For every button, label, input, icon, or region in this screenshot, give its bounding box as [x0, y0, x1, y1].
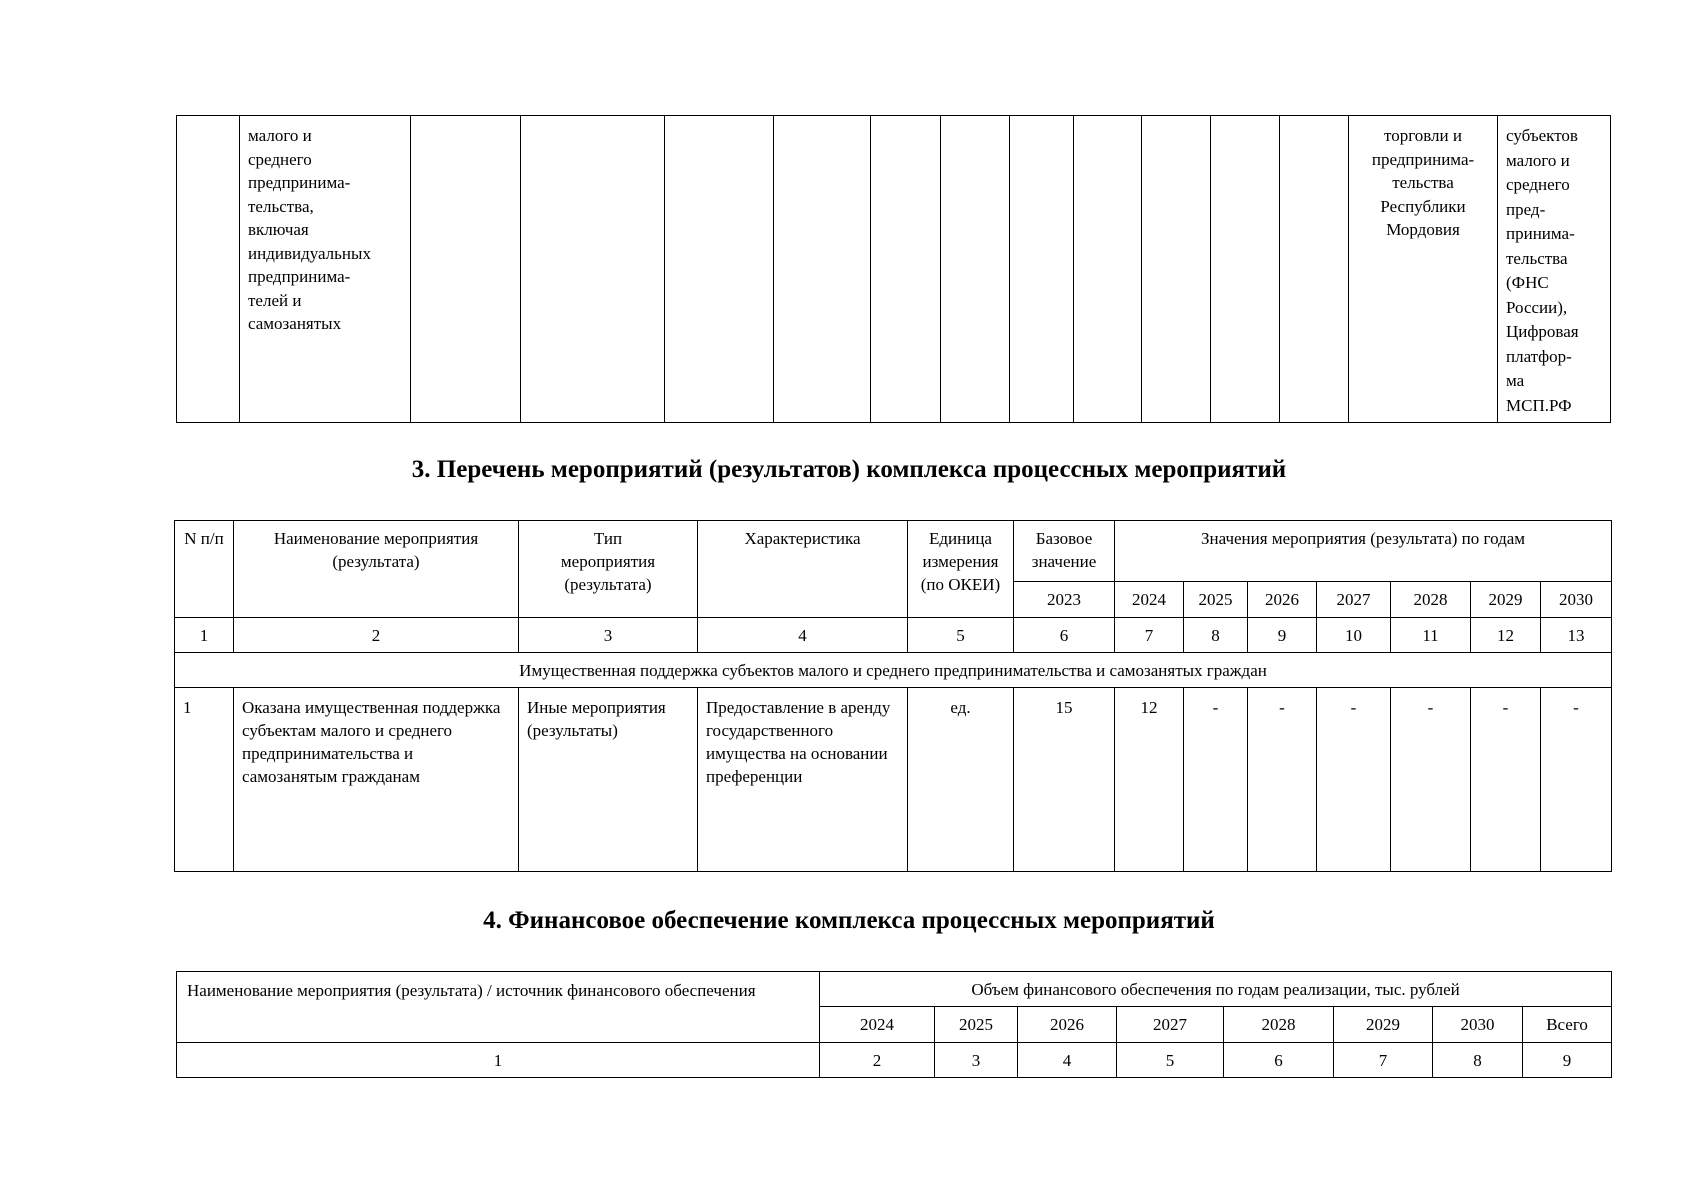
row-unit: ед.	[908, 688, 1014, 872]
cont-line: Цифровая	[1506, 322, 1579, 341]
cont-line: России),	[1506, 297, 1568, 317]
header-unit: Единица измерения (по ОКЕИ)	[908, 521, 1014, 618]
fin-col-number: 9	[1523, 1043, 1612, 1078]
header-year: 2028	[1391, 582, 1471, 618]
cont-line: принима-	[1506, 224, 1575, 243]
fin-year: 2028	[1224, 1007, 1334, 1043]
cont-cell-6	[774, 116, 871, 423]
col-number: 10	[1317, 618, 1391, 653]
cont-cell-5	[665, 116, 774, 423]
header-fin-name: Наименование мероприятия (результата) / источник финансового обеспечения	[177, 972, 820, 1043]
row-num: 1	[175, 688, 234, 872]
row-value: -	[1184, 688, 1248, 872]
col-number: 7	[1115, 618, 1184, 653]
cont-cell-13	[1280, 116, 1349, 423]
fin-col-number: 1	[177, 1043, 820, 1078]
cont-cell-2	[240, 116, 411, 423]
row-base: 15	[1014, 688, 1115, 872]
cont-line: предпринима-	[1371, 149, 1475, 169]
cont-line: предпринима-	[248, 173, 351, 192]
cont-line: Республики	[1380, 196, 1466, 216]
cont-line: тельства	[1392, 173, 1454, 192]
section4-title: 4. Финансовое обеспечение комплекса процессных мероприятий	[483, 907, 1215, 934]
section3-table	[174, 520, 1612, 872]
row-value: 12	[1115, 688, 1184, 872]
cont-line: ма	[1506, 371, 1525, 390]
fin-year: 2026	[1018, 1007, 1117, 1043]
header-year: 2030	[1541, 582, 1612, 618]
cont-cell-10	[1074, 116, 1142, 423]
fin-col-number: 4	[1018, 1043, 1117, 1078]
row-name: Оказана имущественная поддержка субъектам малого и среднего предпринимательства и самозанятым гражданам	[234, 688, 519, 872]
row-value: -	[1471, 688, 1541, 872]
fin-col-number: 5	[1117, 1043, 1224, 1078]
cont-line: Мордовия	[1386, 220, 1460, 239]
cont-cell-9	[1010, 116, 1074, 423]
cont-line: среднего	[248, 149, 312, 169]
header-characteristic: Характеристика	[698, 521, 908, 618]
row-value: -	[1391, 688, 1471, 872]
header-base-year: 2023	[1014, 582, 1115, 618]
cont-line: малого и	[1506, 150, 1570, 170]
section3-title: 3. Перечень мероприятий (результатов) комплекса процессных мероприятий	[411, 456, 1287, 483]
col-number: 2	[234, 618, 519, 653]
cont-line: предпринима-	[248, 267, 351, 286]
fin-year: 2027	[1117, 1007, 1224, 1043]
cont-line: субъектов	[1506, 126, 1578, 145]
header-type: Тип мероприятия (результата)	[519, 521, 698, 618]
col-number: 12	[1471, 618, 1541, 653]
col-number: 5	[908, 618, 1014, 653]
row-value: -	[1317, 688, 1391, 872]
fin-year: 2030	[1433, 1007, 1523, 1043]
row-type: Иные мероприятия (результаты)	[519, 688, 698, 872]
col-number: 4	[698, 618, 908, 653]
fin-col-number: 2	[820, 1043, 935, 1078]
col-number: 3	[519, 618, 698, 653]
row-characteristic: Предоставление в аренду государственного имущества на основании преференции	[698, 688, 908, 872]
header-year: 2024	[1115, 582, 1184, 618]
header-name: Наименование мероприятия (результата)	[234, 521, 519, 618]
fin-col-number: 7	[1334, 1043, 1433, 1078]
cont-cell-8	[941, 116, 1010, 423]
col-number: 1	[175, 618, 234, 653]
fin-year: 2029	[1334, 1007, 1433, 1043]
cont-cell-14	[1349, 116, 1498, 423]
col-number: 11	[1391, 618, 1471, 653]
continuation-table	[176, 115, 1611, 423]
cont-line: малого и	[248, 126, 312, 145]
cont-line: пред-	[1506, 199, 1546, 219]
section4-table	[176, 971, 1612, 1078]
group-title: Имущественная поддержка субъектов малого и среднего предпринимательства и самозанятых граждан	[175, 653, 1612, 688]
cont-cell-7	[871, 116, 941, 423]
row-value: -	[1248, 688, 1317, 872]
fin-col-number: 3	[935, 1043, 1018, 1078]
header-year: 2026	[1248, 582, 1317, 618]
header-year: 2025	[1184, 582, 1248, 618]
fin-year: 2025	[935, 1007, 1018, 1043]
cont-line: тельства,	[248, 196, 314, 216]
cont-cell-1	[177, 116, 240, 423]
col-number: 8	[1184, 618, 1248, 653]
cont-line: включая	[248, 220, 309, 239]
cont-line: тельства	[1506, 248, 1568, 268]
fin-col-number: 8	[1433, 1043, 1523, 1078]
cont-cell-4	[521, 116, 665, 423]
cont-cell-15	[1498, 116, 1611, 423]
cont-cell-3	[411, 116, 521, 423]
col-number: 9	[1248, 618, 1317, 653]
header-year: 2027	[1317, 582, 1391, 618]
cont-line: индивидуальных	[248, 243, 371, 263]
header-base: Базовое значение	[1014, 521, 1115, 582]
fin-year: 2024	[820, 1007, 935, 1043]
cont-line: самозанятых	[248, 314, 342, 333]
cont-line: (ФНС	[1506, 273, 1549, 292]
row-value: -	[1541, 688, 1612, 872]
header-values-by-year: Значения мероприятия (результата) по годам	[1115, 521, 1612, 582]
fin-col-number: 6	[1224, 1043, 1334, 1078]
cont-line: торговли и	[1384, 126, 1462, 145]
col-number: 13	[1541, 618, 1612, 653]
cont-cell-11	[1142, 116, 1211, 423]
header-num: N п/п	[175, 521, 234, 618]
cont-line: МСП.РФ	[1506, 395, 1572, 415]
fin-total: Всего	[1523, 1007, 1612, 1043]
cont-line: телей и	[248, 290, 302, 310]
header-year: 2029	[1471, 582, 1541, 618]
cont-cell-12	[1211, 116, 1280, 423]
cont-line: среднего	[1506, 175, 1570, 194]
header-fin-volume: Объем финансового обеспечения по годам реализации, тыс. рублей	[820, 972, 1612, 1007]
col-number: 6	[1014, 618, 1115, 653]
cont-line: платфор-	[1506, 346, 1572, 366]
